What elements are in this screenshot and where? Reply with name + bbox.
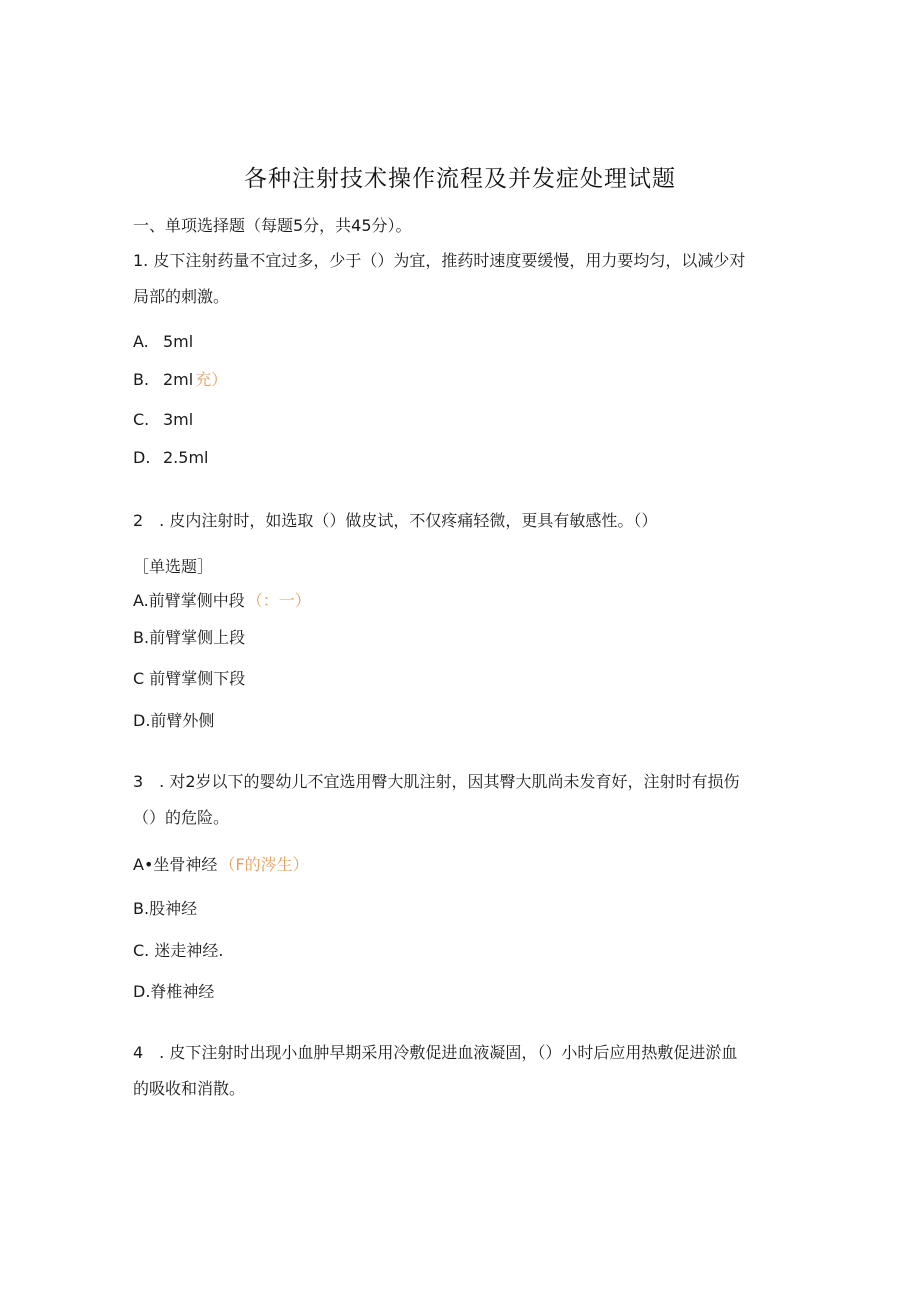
answer-annotation: （F的涔生） (219, 855, 309, 874)
question-2-option-d (133, 710, 214, 732)
question-1-stem-line-2: 局部的刺激。 (133, 287, 230, 306)
question-1-option-b (133, 369, 227, 391)
option-text: A.前臂掌侧中段 (133, 591, 245, 610)
option-letter: B. (133, 370, 150, 389)
question-2-option-b (133, 627, 245, 649)
question-3-option-c (133, 940, 223, 962)
option-text: C. 迷走神经. (133, 941, 224, 960)
question-4-stem-line-1: 4 . 皮下注射时出现小血肿早期采用冷敷促进血液凝固，（）小时后应用热敷促进淤血 (133, 1043, 738, 1062)
option-letter: A. (133, 332, 149, 351)
option-text: 2ml (163, 370, 194, 389)
question-4-stem-line-2: 的吸收和消散。 (133, 1079, 246, 1098)
question-1-option-c (133, 409, 193, 431)
question-2-option-c (133, 668, 245, 690)
option-text: 3ml (163, 410, 194, 429)
question-3-stem-line-2: （）的危险。 (133, 808, 230, 827)
option-text: 5ml (163, 332, 194, 351)
question-2-option-a (133, 590, 311, 612)
answer-annotation: （：一） (246, 591, 311, 610)
answer-annotation: 充） (195, 370, 228, 389)
option-text: B.股神经 (133, 899, 198, 918)
option-text: 2.5ml (163, 448, 209, 467)
question-3-option-a (133, 854, 309, 876)
page-title: 各种注射技术操作流程及并发症处理试题 (244, 166, 676, 192)
question-1-option-a (133, 331, 193, 353)
option-text: B.前臂掌侧上段 (133, 628, 246, 647)
question-1-option-d (133, 447, 208, 469)
question-3-option-b (133, 898, 197, 920)
question-3-stem-line-1: 3 . 对2岁以下的婴幼儿不宜选用臀大肌注射，因其臀大肌尚未发育好，注射时有损伤 (133, 772, 740, 791)
section-heading: 一、单项选择题（每题5分，共45分）。 (133, 216, 412, 235)
question-2-stem-line-1: 2 . 皮内注射时，如选取（）做皮试，不仅疼痛轻微，更具有敏感性。（） (133, 511, 658, 530)
option-text: C 前臂掌侧下段 (133, 669, 246, 688)
option-letter: D. (133, 448, 151, 467)
question-3-option-d (133, 981, 214, 1003)
question-2-type-tag: ［单选题］ (133, 557, 214, 576)
option-text: D.脊椎神经 (133, 982, 215, 1001)
question-1-stem-line-1: 1. 皮下注射药量不宜过多，少于（）为宜，推药时速度要缓慢，用力要均匀，以减少对 (133, 251, 746, 270)
option-letter: C. (133, 410, 150, 429)
option-text: D.前臂外侧 (133, 711, 215, 730)
option-text: A•坐骨神经 (133, 855, 218, 874)
